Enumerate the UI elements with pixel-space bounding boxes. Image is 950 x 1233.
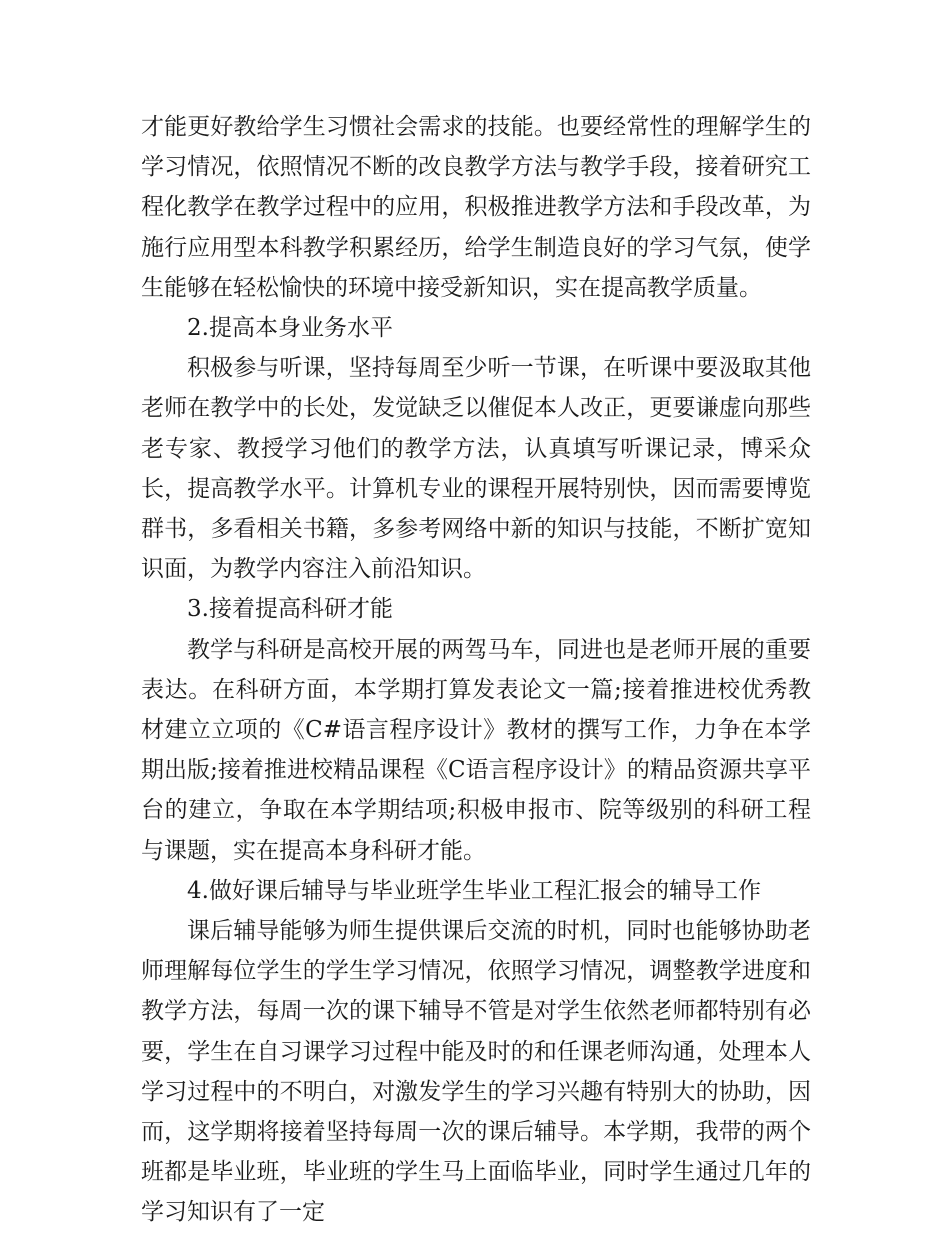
paragraph-section-4: 课后辅导能够为师生提供课后交流的时机，同时也能够协助老师理解每位学生的学生学习情况，依照学习情况，调整教学进度和教学方法，每周一次的课下辅导不管是对学生依然老师都特别有必要，学生在自习课学习过程中能及时的和任课老师沟通，处理本人学习过程中的不明白，对激发学生的学习兴趣有特别大的协助，因而，这学期将接着坚持每周一次的课后辅导。本学期，我带的两个班都是毕业班，毕业班的学生马上面临毕业，同时学生通过几年的学习知识有了一定	[141, 918, 811, 1226]
paragraph-section-2: 积极参与听课，坚持每周至少听一节课，在听课中要汲取其他老师在教学中的长处，发觉缺乏以催促本人改正，更要谦虚向那些老专家、教授学习他们的教学方法，认真填写听课记录，博采众长，提高教学水平。计算机专业的课程开展特别快，因而需要博览群书，多看相关书籍，多参考网络中新的知识与技能，不断扩宽知识面，为教学内容注入前沿知识。	[141, 355, 811, 583]
section-heading-2: 2.提高本身业务水平	[187, 315, 393, 342]
paragraph-intro-continued: 才能更好教给学生习惯社会需求的技能。也要经常性的理解学生的学习情况，依照情况不断的改良教学方法与教学手段，接着研究工程化教学在教学过程中的应用，积极推进教学方法和手段改革，为施行应用型本科教学积累经历，给学生制造良好的学习气氛，使学生能够在轻松愉快的环境中接受新知识，实在提高教学质量。	[141, 114, 811, 301]
section-heading-4: 4.做好课后辅导与毕业班学生毕业工程汇报会的辅导工作	[187, 877, 761, 904]
section-heading-3: 3.接着提高科研才能	[187, 596, 393, 623]
document-body	[141, 107, 811, 1233]
paragraph-section-3: 教学与科研是高校开展的两驾马车，同进也是老师开展的重要表达。在科研方面，本学期打算发表论文一篇;接着推进校优秀教材建立立项的《C#语言程序设计》教材的撰写工作，力争在本学期出版;接着推进校精品课程《C语言程序设计》的精品资源共享平台的建立，争取在本学期结项;积极申报市、院等级别的科研工程与课题，实在提高本身科研才能。	[141, 636, 811, 864]
